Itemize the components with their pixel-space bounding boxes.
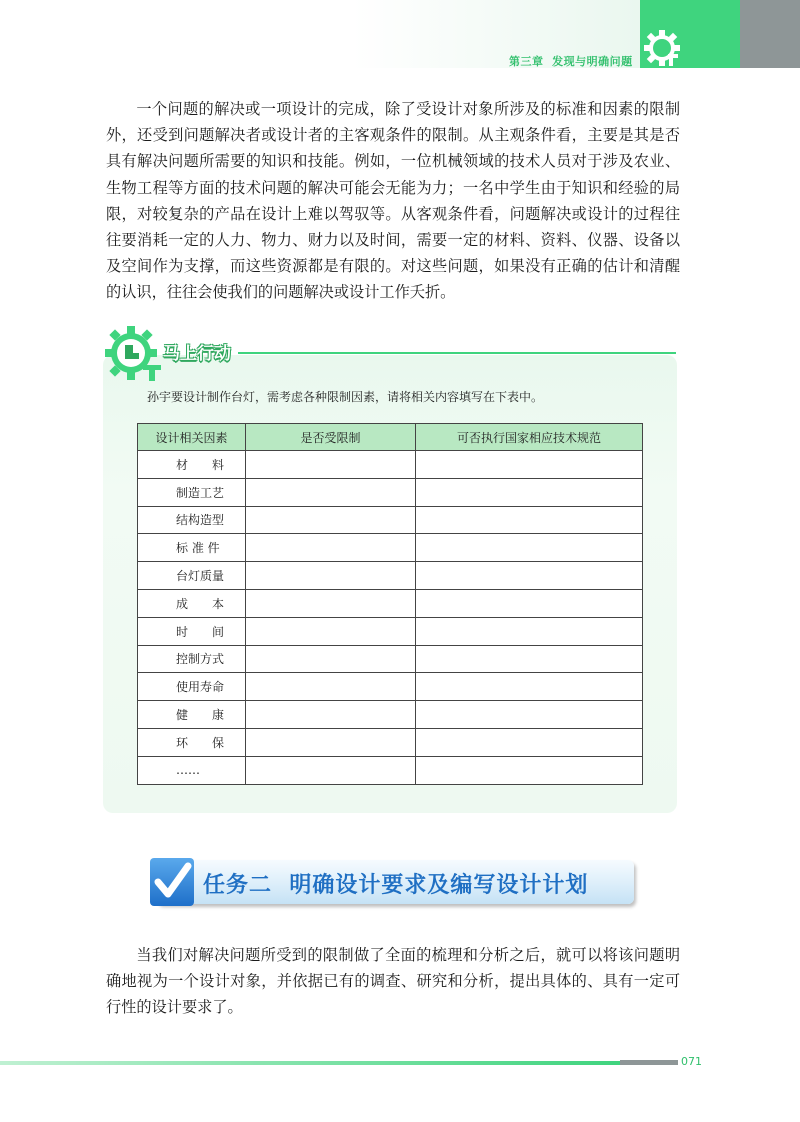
factor-cell: …… (138, 756, 246, 784)
action-label: 马上行动 (163, 344, 231, 364)
limited-cell[interactable] (246, 589, 416, 617)
factor-cell: 使用寿命 (138, 673, 246, 701)
factor-cell: 健 康 (138, 701, 246, 729)
header-gray-block (740, 0, 800, 68)
factor-cell: 时 间 (138, 617, 246, 645)
chapter-title (509, 53, 633, 69)
limited-cell[interactable] (246, 562, 416, 590)
limited-cell[interactable] (246, 506, 416, 534)
table-header-cell: 是否受限制 (246, 424, 416, 451)
gear-hand-icon (103, 323, 165, 385)
limited-cell[interactable] (246, 645, 416, 673)
standard-cell[interactable] (416, 645, 643, 673)
table-row (138, 534, 643, 562)
task-title: 明确设计要求及编写设计计划 (289, 873, 589, 898)
table-row (138, 451, 643, 479)
footer-gray-bar (620, 1060, 678, 1065)
constraints-table (137, 423, 643, 785)
standard-cell[interactable] (416, 756, 643, 784)
chapter-number: 第三章 (509, 55, 544, 68)
standard-cell[interactable] (416, 562, 643, 590)
standard-cell[interactable] (416, 506, 643, 534)
checkmark-icon (150, 858, 194, 906)
action-instruction: 孙宇要设计制作台灯，需考虑各种限制因素，请将相关内容填写在下表中。 (147, 390, 544, 404)
factor-cell: 材 料 (138, 451, 246, 479)
table-header-cell: 设计相关因素 (138, 424, 246, 451)
table-row (138, 617, 643, 645)
body-paragraph-2: 当我们对解决问题所受到的限制做了全面的梳理和分析之后，就可以将该问题明确地视为一个设计对象，并依据已有的调查、研究和分析，提出具体的、具有一定可行性的设计要求了。 (106, 946, 680, 1017)
task-heading (203, 868, 588, 899)
standard-cell[interactable] (416, 534, 643, 562)
limited-cell[interactable] (246, 534, 416, 562)
factor-cell: 台灯质量 (138, 562, 246, 590)
table-row (138, 562, 643, 590)
standard-cell[interactable] (416, 617, 643, 645)
table-header-row (138, 424, 643, 451)
table-row (138, 756, 643, 784)
limited-cell[interactable] (246, 617, 416, 645)
limited-cell[interactable] (246, 728, 416, 756)
limited-cell[interactable] (246, 478, 416, 506)
limited-cell[interactable] (246, 673, 416, 701)
limited-cell[interactable] (246, 701, 416, 729)
chapter-name: 发现与明确问题 (552, 55, 633, 68)
table-row (138, 728, 643, 756)
page-number: 071 (681, 1055, 702, 1068)
factor-cell: 制造工艺 (138, 478, 246, 506)
standard-cell[interactable] (416, 478, 643, 506)
standard-cell[interactable] (416, 589, 643, 617)
table-row (138, 589, 643, 617)
standard-cell[interactable] (416, 451, 643, 479)
standard-cell[interactable] (416, 673, 643, 701)
body-paragraph-1: 一个问题的解决或一项设计的完成，除了受设计对象所涉及的标准和因素的限制外，还受到问题解决者或设计者的主客观条件的限制。从主观条件看，主要是其是否具有解决问题所需要的知识和技能。例如，一位机械领域的技术人员对于涉及农业、生物工程等方面的技术问题的解决可能会无能为力；一名中学生由于知识和经验的局限，对较复杂的产品在设计上难以驾驭等。从客观条件看，问题解决或设计的过程往往要消耗一定的人力、物力、财力以及时间，需要一定的材料、资料、仪器、设备以及空间作为支撑，而这些资源都是有限的。对这些问题，如果没有正确的估计和清醒的认识，往往会使我们的问题解决或设计工作夭折。 (106, 100, 680, 302)
table-row (138, 645, 643, 673)
factor-cell: 环 保 (138, 728, 246, 756)
standard-cell[interactable] (416, 728, 643, 756)
table-row (138, 478, 643, 506)
task-label: 任务二 (203, 873, 273, 898)
factor-cell: 标 准 件 (138, 534, 246, 562)
gear-icon (642, 28, 682, 68)
footer-green-line (0, 1061, 620, 1065)
limited-cell[interactable] (246, 756, 416, 784)
table-row (138, 506, 643, 534)
factor-cell: 控制方式 (138, 645, 246, 673)
table-row (138, 701, 643, 729)
limited-cell[interactable] (246, 451, 416, 479)
factor-cell: 成 本 (138, 589, 246, 617)
table-header-cell: 可否执行国家相应技术规范 (416, 424, 643, 451)
table-row (138, 673, 643, 701)
factor-cell: 结构造型 (138, 506, 246, 534)
action-divider-line (238, 352, 676, 354)
standard-cell[interactable] (416, 701, 643, 729)
